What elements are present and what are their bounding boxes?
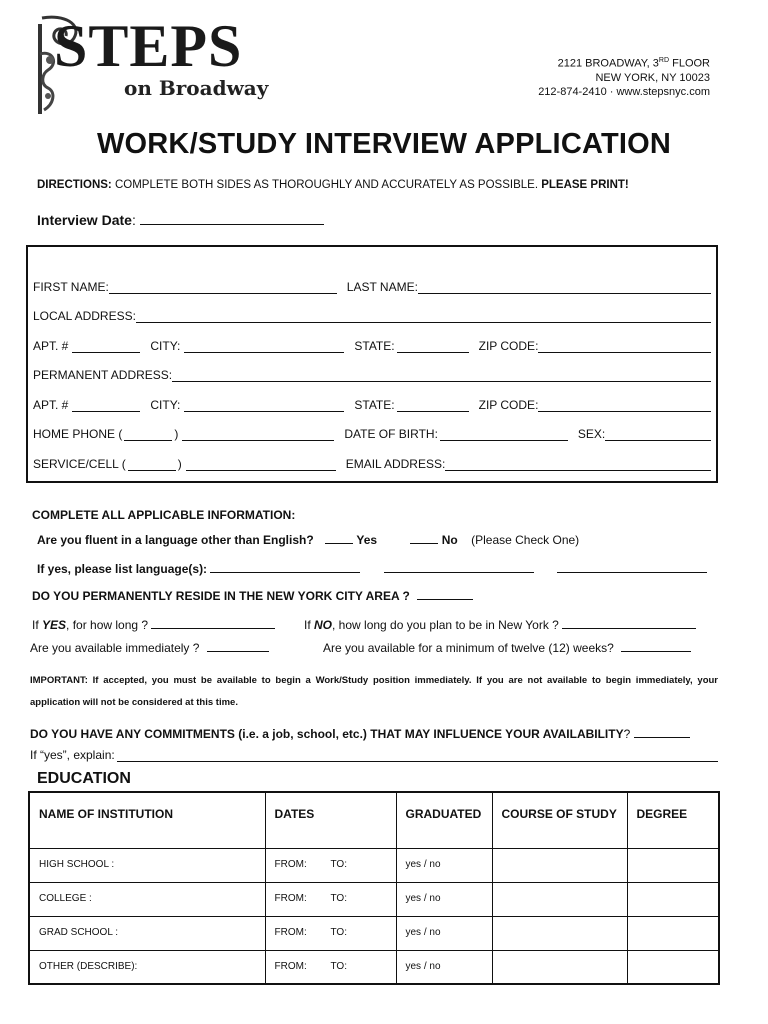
directions: DIRECTIONS: COMPLETE BOTH SIDES AS THOROUGHLY AND ACCURATELY AS POSSIBLE. PLEASE PRINT! (37, 179, 629, 191)
education-title: EDUCATION (37, 770, 131, 787)
logo-sub-text: on Broadway (124, 76, 269, 100)
studio-address: 2121 BROADWAY, 3RD FLOOR NEW YORK, NY 10023 212-874-2410 · www.stepsnyc.com (538, 57, 710, 98)
logo-main-text: STEPS (54, 13, 243, 79)
header-dates: DATES (265, 792, 396, 848)
header-course: COURSE OF STUDY (492, 792, 627, 848)
commitments-explain[interactable]: If “yes”, explain: (30, 748, 718, 762)
page-title: WORK/STUDY INTERVIEW APPLICATION (96, 128, 672, 160)
reside-question[interactable]: DO YOU PERMANENTLY RESIDE IN THE NEW YORK CITY AREA ? (32, 587, 473, 603)
cell-email-row[interactable]: SERVICE/CELL ( ) EMAIL ADDRESS: (33, 455, 711, 471)
education-table (28, 791, 720, 985)
language-list[interactable]: If yes, please list language(s): (37, 560, 707, 576)
table-row[interactable]: COLLEGE : FROM: TO: yes / no (29, 882, 719, 916)
local-address-row[interactable]: LOCAL ADDRESS: (33, 307, 711, 323)
name-row[interactable]: FIRST NAME: LAST NAME: (33, 278, 711, 294)
steps-logo (34, 14, 274, 120)
permanent-address-row[interactable]: PERMANENT ADDRESS: (33, 366, 711, 382)
commitments-question[interactable]: DO YOU HAVE ANY COMMITMENTS (i.e. a job, school, etc.) THAT MAY INFLUENCE YOUR AVAILABILITY? (30, 725, 690, 741)
available-immediately[interactable]: Are you available immediately ? (30, 639, 269, 655)
applicable-heading: COMPLETE ALL APPLICABLE INFORMATION: (32, 508, 296, 522)
fluent-question[interactable]: Are you fluent in a language other than English? Yes No (Please Check One) (37, 533, 580, 547)
how-long-no[interactable]: If NO, how long do you plan to be in New York ? (304, 616, 696, 632)
interview-date-field[interactable]: Interview Date: (37, 212, 324, 228)
important-notice: IMPORTANT: If accepted, you must be available to begin a Work/Study position immediately. If you are not available to begin immediately, your application will not be considered at this time. (30, 675, 718, 708)
permanent-city-row[interactable]: APT. # CITY: STATE: ZIP CODE: (33, 396, 711, 412)
header-institution: NAME OF INSTITUTION (29, 792, 265, 848)
home-phone-row[interactable]: HOME PHONE ( ) DATE OF BIRTH: SEX: (33, 425, 711, 441)
table-row[interactable]: HIGH SCHOOL : FROM: TO: yes / no (29, 848, 719, 882)
header-degree: DEGREE (627, 792, 719, 848)
table-row[interactable]: GRAD SCHOOL : FROM: TO: yes / no (29, 916, 719, 950)
header-graduated: GRADUATED (396, 792, 492, 848)
personal-info-box (26, 245, 718, 483)
local-city-row[interactable]: APT. # CITY: STATE: ZIP CODE: (33, 337, 711, 353)
how-long-yes[interactable]: If YES, for how long ? (32, 616, 275, 632)
available-twelve-weeks[interactable]: Are you available for a minimum of twelve (12) weeks? (323, 639, 691, 655)
table-row[interactable]: OTHER (DESCRIBE): FROM: TO: yes / no (29, 950, 719, 984)
